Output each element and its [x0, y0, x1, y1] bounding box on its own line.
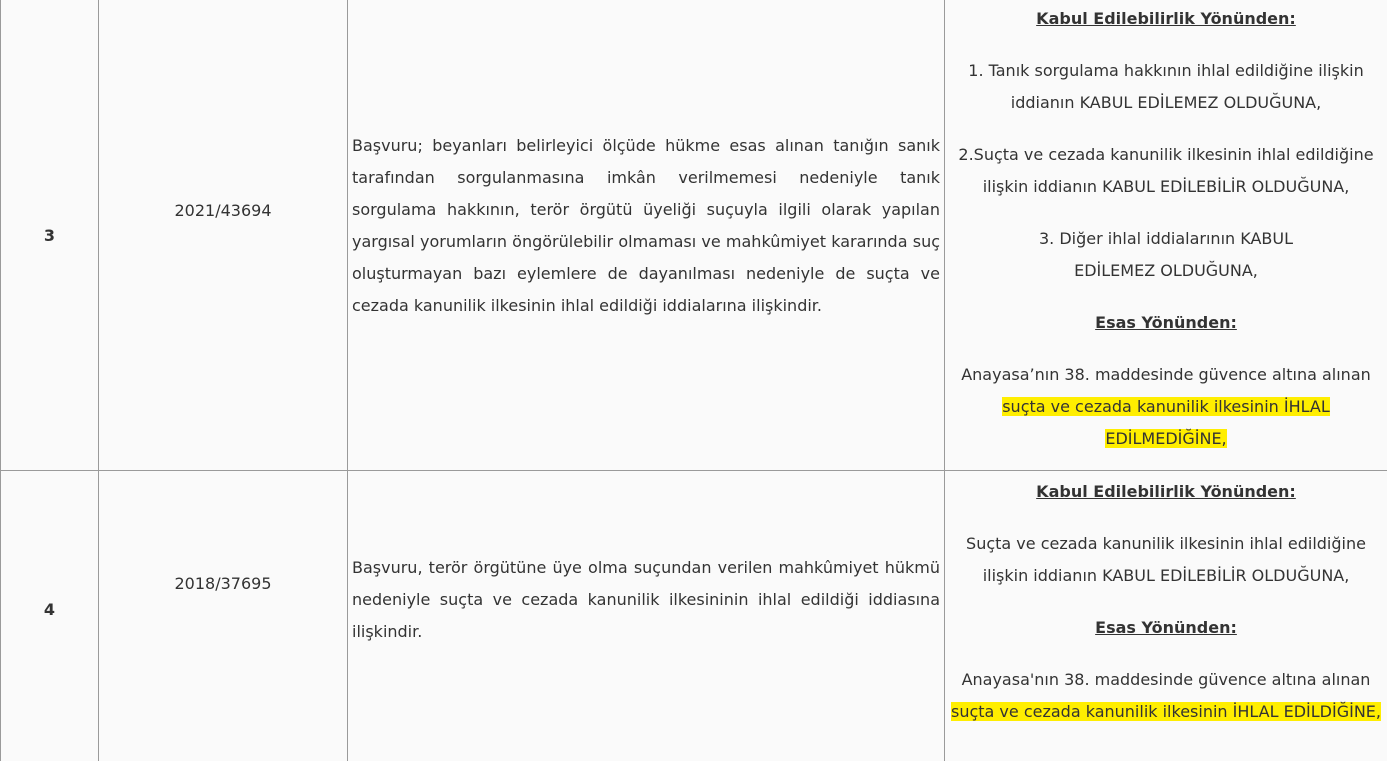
merits-text: Anayasa'nın 38. maddesinde güvence altına alınan	[961, 670, 1371, 689]
merits-decision	[945, 359, 1387, 455]
merits-decision	[945, 664, 1387, 728]
application-summary: Başvuru; beyanları belirleyici ölçüde hükme esas alınan tanığın sanık tarafından sorgulanmasına imkân verilmemesi nedeniyle tanık sorgulama hakkının, terör örgütü üyeliği suçuyla ilgili olarak yapılan yargısal yorumların öngörülebilir olmaması ve mahkûmiyet kararında suç oluşturmayan bazı eylemlere de dayanılması nedeniyle de suçta ve cezada kanunilik ilkesinin ihlal edildiği iddialarına ilişkindir.	[352, 136, 940, 315]
decision-item: 2.Suçta ve cezada kanunilik ilkesinin ihlal edildiğine ilişkin iddianın KABUL EDİLEBİLİR OLDUĞUNA,	[958, 145, 1374, 196]
admissibility-heading: Kabul Edilebilirlik Yönünden:	[1036, 9, 1296, 28]
application-summary: Başvuru, terör örgütüne üye olma suçundan verilen mahkûmiyet hükmü nedeniyle suçta ve cezada kanunilik ilkesininin ihlal edildiği iddiasına ilişkindir.	[352, 558, 940, 641]
row-number: 3	[43, 226, 56, 245]
admissibility-heading: Kabul Edilebilirlik Yönünden:	[1036, 482, 1296, 501]
decision-cell	[945, 476, 1387, 748]
merits-heading: Esas Yönünden:	[1095, 618, 1237, 637]
highlighted-ruling: suçta ve cezada kanunilik ilkesinin İHLAL EDİLMEDİĞİNE,	[1002, 397, 1330, 448]
merits-heading: Esas Yönünden:	[1095, 313, 1237, 332]
decision-cell	[945, 3, 1387, 475]
decision-item: Suçta ve cezada kanunilik ilkesinin ihlal edildiğine ilişkin iddianın KABUL EDİLEBİLİR OLDUĞUNA,	[966, 534, 1366, 585]
application-number: 2021/43694	[174, 201, 272, 220]
decision-item: 3. Diğer ihlal iddialarının KABUL EDİLEMEZ OLDUĞUNA,	[1039, 229, 1293, 280]
highlighted-ruling: suçta ve cezada kanunilik ilkesinin İHLAL EDİLDİĞİNE,	[950, 702, 1381, 721]
column-divider	[347, 0, 348, 471]
decision-item: 1. Tanık sorgulama hakkının ihlal edildiğine ilişkin iddianın KABUL EDİLEMEZ OLDUĞUNA,	[968, 61, 1364, 112]
table-row	[0, 471, 1387, 761]
merits-text: Anayasa’nın 38. maddesinde güvence altına alınan	[961, 365, 1371, 384]
application-number: 2018/37695	[174, 574, 272, 593]
row-number: 4	[43, 600, 56, 619]
column-divider	[347, 471, 348, 761]
